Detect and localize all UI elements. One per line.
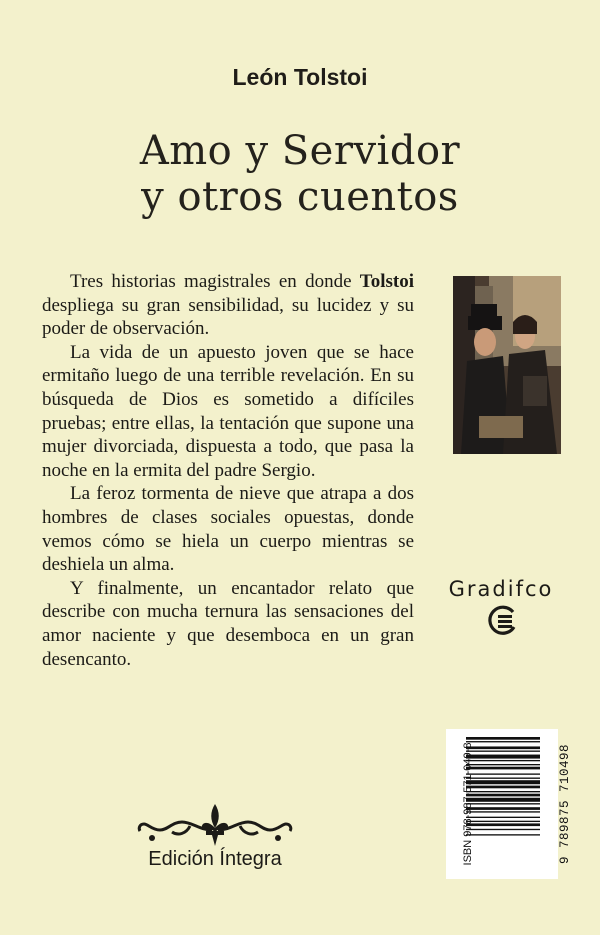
publisher-name: Gradifco: [448, 577, 554, 601]
barcode-bar: [466, 807, 540, 810]
blurb-text: [42, 270, 414, 671]
blurb-p1-bold: Tolstoi: [359, 271, 414, 292]
barcode-bar: [466, 778, 540, 779]
blurb-paragraph-2: La vida de un apuesto joven que se hace ermitaño luego de una terrible revelación. En su búsqueda de Dios es sometido a difíciles pruebas; entre ellas, la tentación que supone una mujer divorciada, dispuesta a todo, que pasa la noche en la ermita del padre Sergio.: [42, 341, 414, 481]
blurb-p1-end: despliega su gran sensibilidad, su lucidez y su poder de observación.: [42, 294, 414, 340]
barcode-bar: [466, 834, 540, 835]
title-line-2: y otros cuentos: [141, 174, 459, 220]
barcode-bar: [466, 817, 540, 818]
isbn-text: ISBN 978-987-571-049-8: [462, 742, 474, 866]
barcode-bar: [466, 746, 540, 749]
barcode-bar: [466, 760, 540, 761]
barcode-bar: [466, 786, 540, 789]
barcode-bar: [466, 811, 540, 812]
title-line-1: Amo y Servidor: [139, 128, 461, 174]
barcode-bar: [466, 767, 540, 770]
ean-digits: 9 789875 710498: [558, 743, 572, 865]
barcode-bar: [466, 821, 540, 822]
publisher-logo-icon: [483, 603, 519, 644]
barcode-bar: [466, 794, 540, 797]
barcode-bar: [466, 780, 540, 784]
author-name: León Tolstoi: [232, 64, 368, 90]
cover-painting: [453, 276, 561, 454]
barcode-bar: [466, 773, 540, 774]
barcode-bar: [466, 755, 540, 759]
book-title: [60, 128, 540, 220]
blurb-paragraph-1: [42, 270, 414, 341]
barcode-bar: [466, 791, 540, 792]
barcode-bar: [466, 798, 540, 802]
fleur-de-lis-ornament-icon: [130, 800, 300, 852]
barcode-bar: [466, 737, 540, 740]
publisher-block: [440, 577, 562, 644]
barcode-bar: [466, 741, 540, 742]
barcode-bar: [466, 751, 540, 752]
blurb-paragraph-3: La feroz tormenta de nieve que atrapa a dos hombres de clases sociales opuestas, donde vemos cómo se hiela un cuerpo mientras se deshiela un alma.: [42, 483, 414, 576]
barcode-bar: [466, 764, 540, 765]
blurb-p1-start: Tres historias magistrales en donde: [70, 271, 360, 292]
barcode-bar: [466, 803, 540, 804]
blurb-paragraph-4: Y finalmente, un encantador relato que describe con mucha ternura las sensaciones del amor naciente y que desemboca en un gran desencanto.: [42, 577, 414, 670]
barcode-bar: [466, 829, 540, 830]
edition-label: Edición Íntegra: [148, 848, 282, 870]
barcode-bar: [466, 823, 540, 826]
